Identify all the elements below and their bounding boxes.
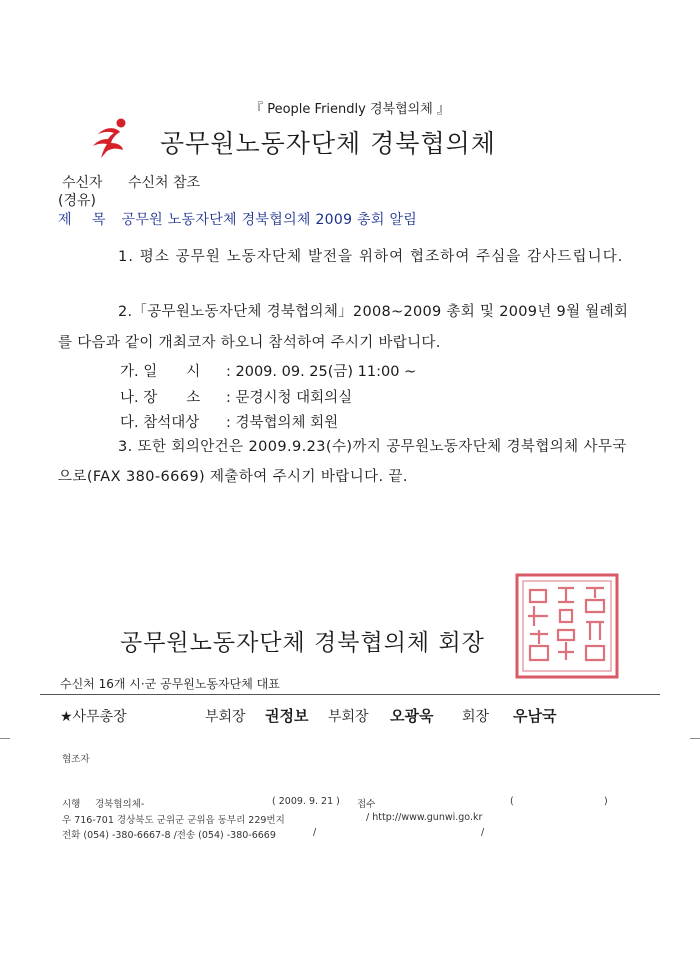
receipt-label: 접수 [357,799,376,810]
subject-line [58,209,417,229]
divider [40,694,660,695]
receipt-paren-open: ( [510,796,514,807]
separator: / [481,827,485,838]
role-president: 회장 [462,709,490,725]
name-vice-president-1: 권정보 [265,707,309,725]
exec-value: 경북협의체- [95,799,145,810]
item-value: : 경북협의체 회원 [226,415,339,431]
recipient-value: 수신처 참조 [128,175,201,191]
item-value: : 2009. 09. 25(금) 11:00 ~ [226,364,417,380]
address-line: 우 716-701 경상북도 군위군 군위읍 동부리 229번지 [62,815,285,826]
recipients-line: 수신처 16개 시·군 공무원노동자단체 대표 [60,677,280,691]
detail-item-place [120,386,352,407]
org-title: 공무원노동자단체 경북협의체 [160,129,496,158]
runner-logo-icon [90,114,136,160]
item-label: 나. 장 소 [120,390,201,406]
slogan: 『 People Friendly 경북협의체 』 [250,102,450,117]
item-value: : 문경시청 대회의실 [226,390,353,406]
name-president: 우남국 [513,707,557,725]
recipient-label: 수신자 [62,175,103,191]
exec-date: ( 2009. 9. 21 ) [272,796,340,807]
role-vice-president-2: 부회장 [328,709,369,725]
paragraph-1: 1. 평소 공무원 노동자단체 발전을 위하여 협조하여 주심을 감사드립니다. [118,249,624,265]
detail-item-date [120,360,416,381]
role-secretary-general: ★사무총장 [60,709,127,725]
subject-label: 제 목 [58,212,114,228]
paragraph-2: 2.「공무원노동자단체 경북협의체」2008~2009 총회 및 2009년 9월 월례회를 다음과 같이 개최코자 하오니 참석하여 주시기 바랍니다. [58,304,629,351]
role-vice-president-1: 부회장 [205,709,246,725]
margin-mark-left [0,738,10,739]
separator: / [313,827,317,838]
receipt-paren-close: ) [604,796,608,807]
via-label: (경유) [58,193,96,209]
detail-item-attendees [120,411,338,432]
item-label: 가. 일 시 [120,364,201,380]
item-label: 다. 참석대상 [120,415,200,431]
exec-label: 시행 [62,799,81,810]
phone-line: 전화 (054) -380-6667-8 /전송 (054) -380-6669 [62,830,276,841]
subject-value: 공무원 노동자단체 경북협의체 2009 총회 알림 [121,212,418,228]
website-line: / http://www.gunwi.go.kr [366,812,483,823]
name-vice-president-2: 오광욱 [390,707,434,725]
signature-title: 공무원노동자단체 경북협의체 회장 [120,630,485,656]
cooperator-label: 협조자 [62,754,90,765]
paragraph-3: 3. 또한 회의안건은 2009.9.23(수)까지 공무원노동자단체 경북협의체 사무국으로(FAX 380-6669) 제출하여 주시기 바랍니다. 끝. [58,439,627,485]
official-seal-icon [514,572,620,680]
margin-mark-right [690,738,700,739]
